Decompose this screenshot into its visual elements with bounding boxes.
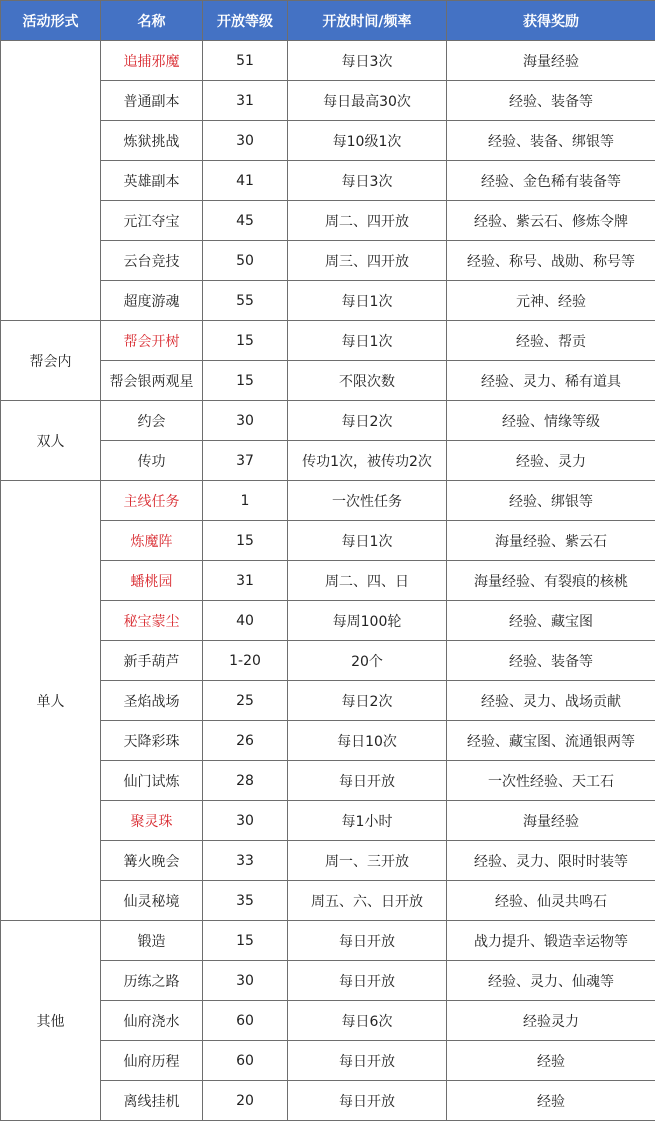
open-time-cell: 每日3次 <box>288 41 447 81</box>
open-level-cell: 33 <box>203 841 288 881</box>
open-level-cell: 41 <box>203 161 288 201</box>
open-time-cell: 每日1次 <box>288 321 447 361</box>
reward-cell: 经验、灵力、稀有道具 <box>447 361 655 401</box>
open-level-cell: 30 <box>203 961 288 1001</box>
activity-name-cell: 锻造 <box>101 921 203 961</box>
reward-cell: 经验、绑银等 <box>447 481 655 521</box>
reward-cell: 经验、情缘等级 <box>447 401 655 441</box>
activity-name-cell: 蟠桃园 <box>101 561 203 601</box>
open-time-cell: 每1小时 <box>288 801 447 841</box>
open-time-cell: 每日开放 <box>288 1081 447 1121</box>
open-level-cell: 30 <box>203 121 288 161</box>
reward-cell: 海量经验、紫云石 <box>447 521 655 561</box>
activity-name-cell: 仙府浇水 <box>101 1001 203 1041</box>
open-time-cell: 20个 <box>288 641 447 681</box>
open-level-cell: 15 <box>203 321 288 361</box>
open-level-cell: 30 <box>203 401 288 441</box>
open-level-cell: 40 <box>203 601 288 641</box>
open-time-cell: 每日开放 <box>288 1041 447 1081</box>
open-time-cell: 每日开放 <box>288 921 447 961</box>
open-time-cell: 每日开放 <box>288 961 447 1001</box>
reward-cell: 经验、帮贡 <box>447 321 655 361</box>
reward-cell: 经验、金色稀有装备等 <box>447 161 655 201</box>
header-open-time: 开放时间/频率 <box>288 1 447 41</box>
open-level-cell: 15 <box>203 921 288 961</box>
activity-name-cell: 篝火晚会 <box>101 841 203 881</box>
header-reward: 获得奖励 <box>447 1 655 41</box>
activity-name-cell: 云台竞技 <box>101 241 203 281</box>
open-time-cell: 周三、四开放 <box>288 241 447 281</box>
activity-type-cell: 双人 <box>1 401 101 481</box>
open-level-cell: 31 <box>203 81 288 121</box>
reward-cell: 经验、称号、战勋、称号等 <box>447 241 655 281</box>
activity-name-cell: 传功 <box>101 441 203 481</box>
open-level-cell: 37 <box>203 441 288 481</box>
activity-name-cell: 秘宝蒙尘 <box>101 601 203 641</box>
open-time-cell: 每日1次 <box>288 281 447 321</box>
reward-cell: 元神、经验 <box>447 281 655 321</box>
open-time-cell: 每日2次 <box>288 681 447 721</box>
activity-name-cell: 追捕邪魔 <box>101 41 203 81</box>
open-time-cell: 每日2次 <box>288 401 447 441</box>
open-time-cell: 不限次数 <box>288 361 447 401</box>
activity-name-cell: 仙府历程 <box>101 1041 203 1081</box>
open-time-cell: 每10级1次 <box>288 121 447 161</box>
header-row <box>1 1 655 41</box>
open-level-cell: 1 <box>203 481 288 521</box>
reward-cell: 经验 <box>447 1081 655 1121</box>
activity-type-cell: 单人 <box>1 481 101 921</box>
activity-name-cell: 帮会银两观星 <box>101 361 203 401</box>
reward-cell: 经验、装备、绑银等 <box>447 121 655 161</box>
activity-name-cell: 普通副本 <box>101 81 203 121</box>
reward-cell: 经验、灵力、战场贡献 <box>447 681 655 721</box>
open-level-cell: 25 <box>203 681 288 721</box>
reward-cell: 经验灵力 <box>447 1001 655 1041</box>
open-time-cell: 周五、六、日开放 <box>288 881 447 921</box>
open-level-cell: 20 <box>203 1081 288 1121</box>
activity-name-cell: 超度游魂 <box>101 281 203 321</box>
open-time-cell: 传功1次，被传功2次 <box>288 441 447 481</box>
open-level-cell: 31 <box>203 561 288 601</box>
activity-name-cell: 元江夺宝 <box>101 201 203 241</box>
reward-cell: 经验 <box>447 1041 655 1081</box>
open-level-cell: 60 <box>203 1041 288 1081</box>
open-level-cell: 26 <box>203 721 288 761</box>
activity-name-cell: 炼魔阵 <box>101 521 203 561</box>
reward-cell: 战力提升、锻造幸运物等 <box>447 921 655 961</box>
reward-cell: 经验、装备等 <box>447 641 655 681</box>
open-time-cell: 周二、四、日 <box>288 561 447 601</box>
table-body <box>1 41 655 1121</box>
reward-cell: 经验、藏宝图、流通银两等 <box>447 721 655 761</box>
reward-cell: 海量经验、有裂痕的核桃 <box>447 561 655 601</box>
open-level-cell: 45 <box>203 201 288 241</box>
table-row <box>1 921 655 961</box>
activity-type-cell <box>1 41 101 321</box>
open-time-cell: 周一、三开放 <box>288 841 447 881</box>
reward-cell: 经验、仙灵共鸣石 <box>447 881 655 921</box>
activity-name-cell: 天降彩珠 <box>101 721 203 761</box>
open-level-cell: 55 <box>203 281 288 321</box>
table-row <box>1 321 655 361</box>
open-level-cell: 51 <box>203 41 288 81</box>
open-time-cell: 每日3次 <box>288 161 447 201</box>
reward-cell: 经验、灵力、限时时装等 <box>447 841 655 881</box>
activity-name-cell: 圣焰战场 <box>101 681 203 721</box>
open-time-cell: 每日最高30次 <box>288 81 447 121</box>
activity-name-cell: 炼狱挑战 <box>101 121 203 161</box>
open-level-cell: 30 <box>203 801 288 841</box>
activity-name-cell: 仙灵秘境 <box>101 881 203 921</box>
activity-name-cell: 仙门试炼 <box>101 761 203 801</box>
open-level-cell: 28 <box>203 761 288 801</box>
open-level-cell: 60 <box>203 1001 288 1041</box>
reward-cell: 经验、装备等 <box>447 81 655 121</box>
reward-cell: 经验、灵力、仙魂等 <box>447 961 655 1001</box>
open-level-cell: 15 <box>203 521 288 561</box>
activity-name-cell: 约会 <box>101 401 203 441</box>
open-level-cell: 1-20 <box>203 641 288 681</box>
open-time-cell: 每周100轮 <box>288 601 447 641</box>
activity-name-cell: 历练之路 <box>101 961 203 1001</box>
activity-name-cell: 帮会开树 <box>101 321 203 361</box>
open-level-cell: 50 <box>203 241 288 281</box>
open-level-cell: 15 <box>203 361 288 401</box>
table-row <box>1 401 655 441</box>
activity-type-cell: 帮会内 <box>1 321 101 401</box>
table-row <box>1 481 655 521</box>
activity-type-cell: 其他 <box>1 921 101 1121</box>
open-time-cell: 每日6次 <box>288 1001 447 1041</box>
reward-cell: 海量经验 <box>447 41 655 81</box>
open-time-cell: 周二、四开放 <box>288 201 447 241</box>
reward-cell: 一次性经验、天工石 <box>447 761 655 801</box>
activity-name-cell: 聚灵珠 <box>101 801 203 841</box>
header-open-level: 开放等级 <box>203 1 288 41</box>
open-time-cell: 每日10次 <box>288 721 447 761</box>
open-time-cell: 一次性任务 <box>288 481 447 521</box>
table-row <box>1 41 655 81</box>
activity-name-cell: 英雄副本 <box>101 161 203 201</box>
header-name: 名称 <box>101 1 203 41</box>
reward-cell: 经验、灵力 <box>447 441 655 481</box>
activity-name-cell: 主线任务 <box>101 481 203 521</box>
header-activity-type: 活动形式 <box>1 1 101 41</box>
reward-cell: 经验、紫云石、修炼令牌 <box>447 201 655 241</box>
reward-cell: 海量经验 <box>447 801 655 841</box>
open-time-cell: 每日开放 <box>288 761 447 801</box>
open-time-cell: 每日1次 <box>288 521 447 561</box>
reward-cell: 经验、藏宝图 <box>447 601 655 641</box>
activity-name-cell: 离线挂机 <box>101 1081 203 1121</box>
activity-name-cell: 新手葫芦 <box>101 641 203 681</box>
open-level-cell: 35 <box>203 881 288 921</box>
